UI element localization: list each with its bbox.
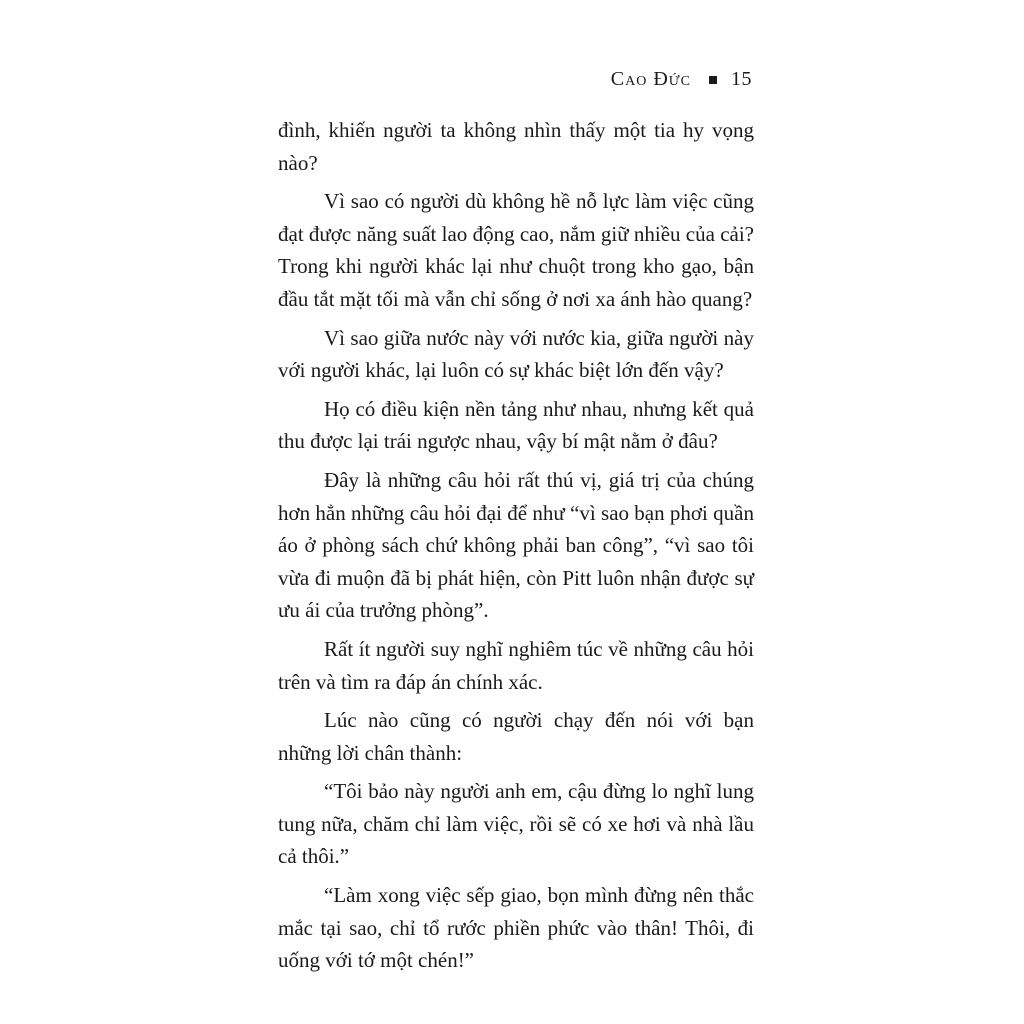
paragraph: Rất ít người suy nghĩ nghiêm túc về những câu hỏi trên và tìm ra đáp án chính xác.: [278, 636, 754, 694]
square-separator-icon: [709, 76, 717, 84]
body-text: [278, 114, 754, 983]
running-head: [611, 68, 752, 91]
paragraph: Vì sao có người dù không hề nỗ lực làm việc cũng đạt được năng suất lao động cao, nắm giữ nhiều của cải? Trong khi người khác lại như chuột trong kho gạo, bận đầu tắt mặt tối mà vẫn chỉ sống ở nơi xa ánh hào quang?: [278, 189, 754, 311]
paragraph: “Làm xong việc sếp giao, bọn mình đừng nên thắc mắc tại sao, chỉ tổ rước phiền phức vào thân! Thôi, đi uống với tớ một chén!”: [278, 883, 754, 973]
paragraph: Đây là những câu hỏi rất thú vị, giá trị của chúng hơn hẳn những câu hỏi đại để như “vì sao bạn phơi quần áo ở phòng sách chứ không phải ban công”, “vì sao tôi vừa đi muộn đã bị phát hiện, còn Pitt luôn nhận được sự ưu ái của trưởng phòng”.: [278, 467, 754, 623]
paragraph: Lúc nào cũng có người chạy đến nói với bạn những lời chân thành:: [278, 708, 754, 765]
page-number: 15: [731, 68, 752, 90]
paragraph: Họ có điều kiện nền tảng như nhau, nhưng kết quả thu được lại trái ngược nhau, vậy bí mật nằm ở đâu?: [278, 396, 754, 454]
paragraph: đình, khiến người ta không nhìn thấy một tia hy vọng nào?: [278, 118, 754, 175]
paragraph: “Tôi bảo này người anh em, cậu đừng lo nghĩ lung tung nữa, chăm chỉ làm việc, rồi sẽ có xe hơi và nhà lầu cả thôi.”: [278, 779, 754, 869]
running-head-author: Cao Đức: [610, 68, 691, 90]
paragraph: Vì sao giữa nước này với nước kia, giữa người này với người khác, lại luôn có sự khác biệt lớn đến vậy?: [278, 325, 754, 383]
